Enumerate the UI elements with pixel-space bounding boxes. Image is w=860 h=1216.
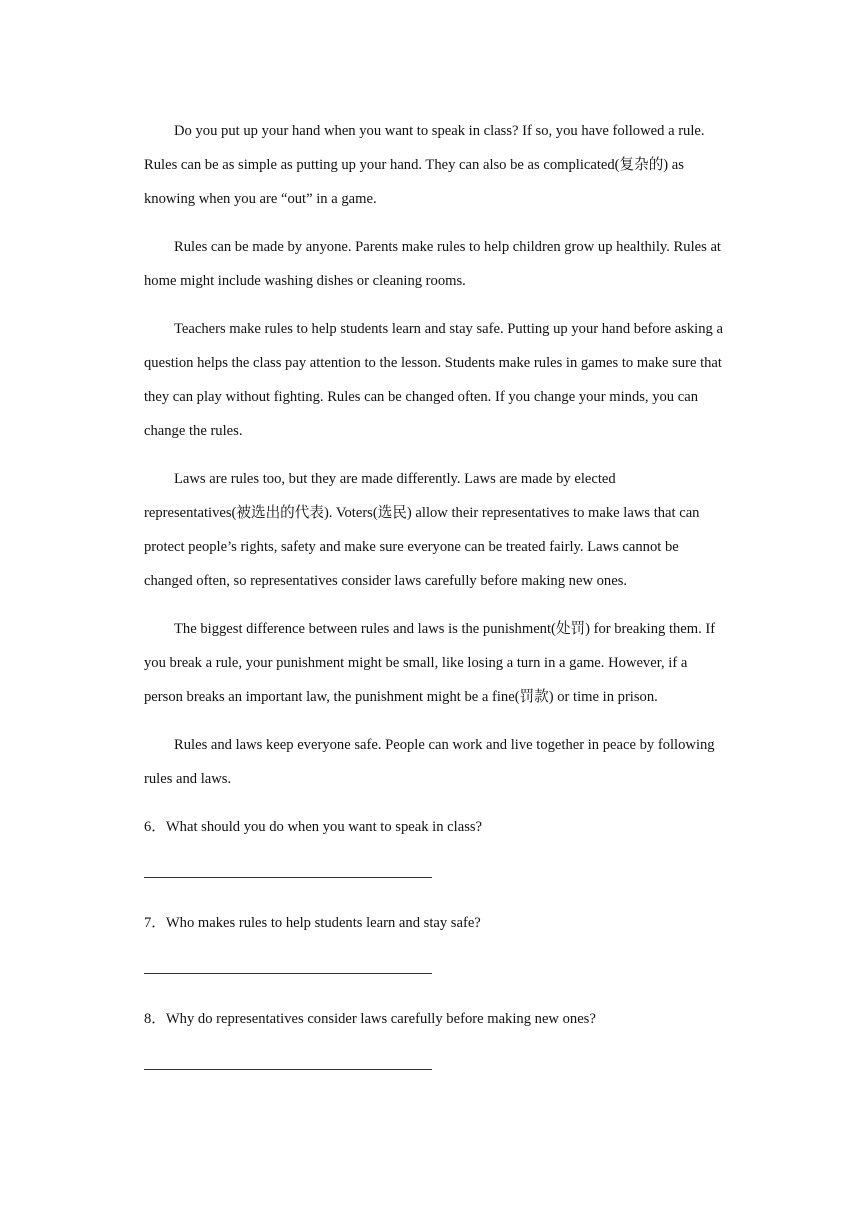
question-8 [144,1002,724,1070]
answer-line[interactable] [144,1069,432,1070]
question-7 [144,906,724,974]
question-text: 7．Who makes rules to help students learn and stay safe? [144,915,481,931]
answer-line[interactable] [144,877,432,878]
question-text: 8．Why do representatives consider laws carefully before making new ones? [144,1011,596,1027]
passage-paragraph-1: Do you put up your hand when you want to speak in class? If so, you have followed a rule. Rules can be as simple as putting up your hand. They can also be as complicated(复杂的) as knowing when you are “out” in a game. [144,123,705,207]
document-page [144,114,724,1098]
passage-paragraph-6: Rules and laws keep everyone safe. People can work and live together in peace by following rules and laws. [144,737,715,787]
passage-paragraph-4: Laws are rules too, but they are made differently. Laws are made by elected representatives(被选出的代表). Voters(选民) allow their representatives to make laws that can protect people’s rights, safety and make sure everyone can be treated fairly. Laws cannot be changed often, so representatives consider laws carefully before making new ones. [144,471,700,589]
answer-line[interactable] [144,973,432,974]
question-text: 6．What should you do when you want to speak in class? [144,819,483,835]
passage-paragraph-5: The biggest difference between rules and laws is the punishment(处罚) for breaking them. If you break a rule, your punishment might be small, like losing a turn in a game. However, if a person breaks an important law, the punishment might be a fine(罚款) or time in prison. [144,621,716,705]
question-6 [144,810,724,878]
passage-paragraph-2: Rules can be made by anyone. Parents make rules to help children grow up healthily. Rules at home might include washing dishes or cleaning rooms. [144,239,721,289]
passage-paragraph-3: Teachers make rules to help students learn and stay safe. Putting up your hand before asking a question helps the class pay attention to the lesson. Students make rules in games to make sure that they can play without fighting. Rules can be changed often. If you change your minds, you can change the rules. [144,321,723,439]
